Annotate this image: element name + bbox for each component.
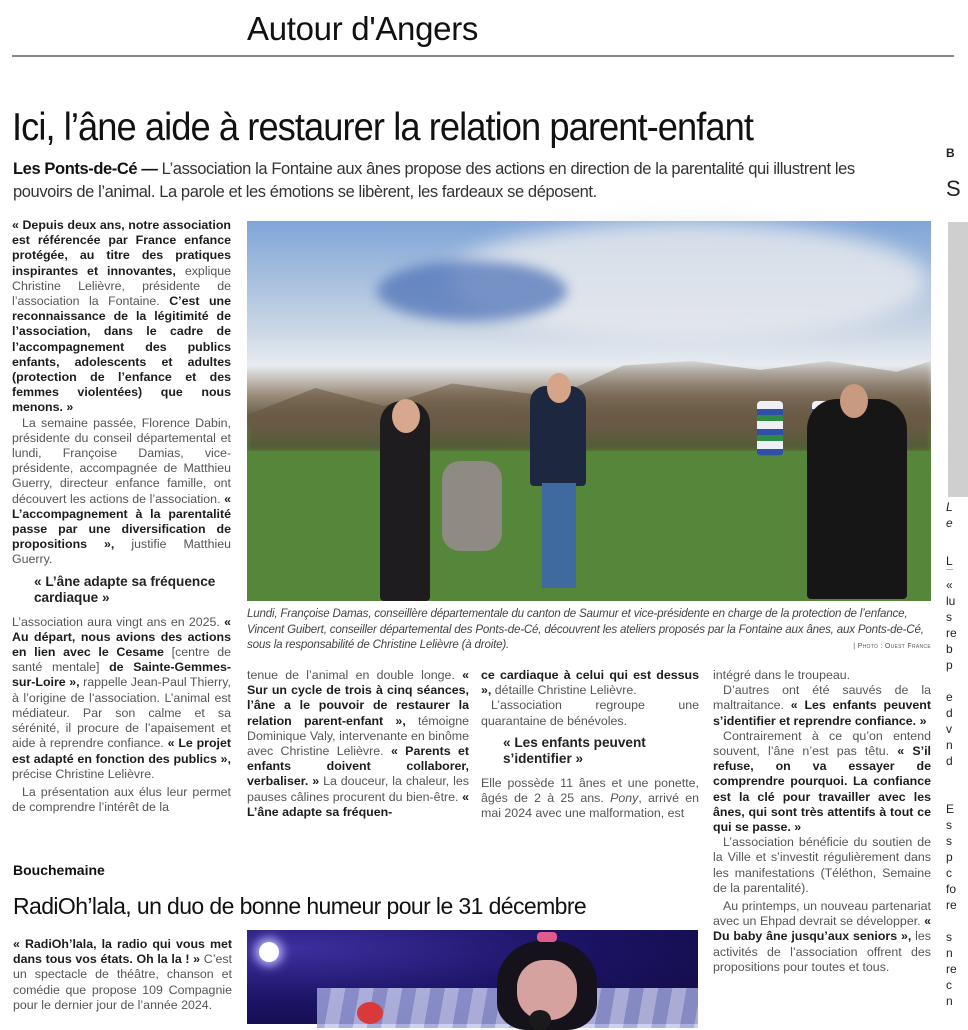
section-rule bbox=[12, 55, 954, 57]
text: La semaine passée, Florence Dabin, présidente du conseil départemental et lundi, Françoise Damias, vice-présidente, accompagnée de Matthieu Guerry, directeur enfance famille, ont découvert les actions de l’association. bbox=[12, 415, 231, 506]
photo-performer-face bbox=[517, 960, 577, 1020]
edge-fragment: E bbox=[946, 802, 955, 816]
quote: « L’âne adapte sa fréquen- bbox=[247, 789, 469, 819]
quote: ce cardiaque à celui qui est dessus », bbox=[481, 668, 699, 698]
article2-kicker: Bouchemaine bbox=[13, 862, 105, 878]
article2-column-1 bbox=[13, 937, 232, 1013]
text: L’association regroupe une quarantaine de bénévoles. bbox=[481, 698, 699, 728]
edge-fragment: p bbox=[946, 658, 953, 672]
photo-person-head bbox=[547, 373, 571, 403]
intertitle: « L’âne adapte sa fréquence cardiaque » bbox=[34, 573, 216, 605]
photo-person-head bbox=[840, 384, 868, 418]
article-location: Les Ponts-de-Cé — bbox=[13, 160, 158, 178]
text: Au printemps, un nouveau partenariat avec un Ehpad devrait se développer. bbox=[713, 899, 931, 929]
edge-photo bbox=[948, 222, 968, 497]
donkey-name: Pony bbox=[610, 791, 639, 806]
photo-flower bbox=[357, 1002, 383, 1024]
text: L’association aura vingt ans en 2025. bbox=[12, 614, 225, 629]
edge-fragment: re bbox=[946, 898, 957, 912]
article-chapo bbox=[13, 158, 913, 204]
photo-caption: Lundi, Françoise Damas, conseillère départementale du canton de Saumur et vice-présidente en charge de la protection de l’enfance, Vincent Guibert, conseiller départemental des Ponts-de-Cé, découvrent les ateliers proposés par la Fontaine aux ânes, aux Ponts-de-Cé, sous la responsabilité de Christine Lelièvre (à droite). bbox=[247, 607, 924, 651]
text: intégré dans le troupeau. bbox=[713, 668, 851, 682]
edge-fragment: n bbox=[946, 738, 953, 752]
edge-fragment: p bbox=[946, 850, 953, 864]
edge-kicker: B bbox=[946, 146, 955, 160]
edge-fragment: e bbox=[946, 690, 953, 704]
edge-fragment: L bbox=[946, 500, 953, 514]
photo-person-head bbox=[392, 399, 420, 433]
edge-fragment: s bbox=[946, 930, 952, 944]
edge-fragment: re bbox=[946, 962, 957, 976]
photo-cloud bbox=[377, 261, 567, 321]
quote: « S’il refuse, on va essayer de comprendre pourquoi. La confiance est la clé pour travailler avec les ânes, qui sont très attentifs à tout ce qui se passe. » bbox=[713, 744, 931, 835]
quote: « L’accompagnement à la parentalité passe par une diversification de propositions », bbox=[12, 491, 231, 552]
quote: « Au départ, nous avions des actions en lien avec le Cesame bbox=[12, 614, 231, 660]
text: L’association bénéficie du soutien de la Ville et s’investit régulièrement dans les manifestations (Téléthon, Semaine de la parentalité). bbox=[713, 835, 931, 895]
photo-donkey bbox=[442, 461, 502, 551]
edge-headline: S bbox=[946, 176, 961, 201]
text: les activités de l’association offrent des propositions pour toutes et tous. bbox=[713, 929, 931, 974]
edge-fragment: s bbox=[946, 610, 952, 624]
adjacent-article-edge bbox=[946, 0, 966, 1024]
edge-fragment: s bbox=[946, 834, 952, 848]
text: La présentation aux élus leur permet de comprendre l’intérêt de la bbox=[12, 784, 231, 815]
text: , arrivé en mai 2024 avec une malformation, est bbox=[481, 791, 699, 821]
edge-fragment: d bbox=[946, 754, 953, 768]
text: témoigne Dominique Valy, intervenante en binôme avec Christine Lelièvre. bbox=[247, 713, 469, 759]
article-photo bbox=[247, 221, 931, 601]
photo-bow bbox=[537, 932, 557, 942]
article2-headline: RadiOh’lala, un duo de bonne humeur pour le 31 décembre bbox=[13, 893, 587, 919]
edge-fragment: v bbox=[946, 722, 952, 736]
edge-fragment: b bbox=[946, 642, 953, 656]
quote: « Le projet est adapté en fonction des publics », bbox=[12, 736, 232, 766]
quote: « Les enfants peuvent s’identifier et reprendre confiance. » bbox=[713, 698, 932, 728]
quote: de Sainte-Gemmes-sur-Loire », bbox=[12, 660, 231, 690]
text: La douceur, la chaleur, les pauses câlines procurent du bien-être. bbox=[247, 774, 469, 804]
edge-fragment: re bbox=[946, 626, 957, 640]
edge-fragment: c bbox=[946, 978, 952, 992]
text: Elle possède 11 ânes et une ponette, âgés de 2 à 25 ans. bbox=[481, 775, 699, 806]
text: Contrairement à ce qu’on entend souvent, l’âne n’est pas têtu. bbox=[713, 728, 931, 759]
photo-tires bbox=[757, 401, 783, 456]
photo-spotlight bbox=[259, 942, 279, 962]
text: détaille Christine Lelièvre. bbox=[491, 683, 637, 698]
quote: « RadiOh’lala, la radio qui vous met dans tous vos états. Oh la la ! » bbox=[13, 937, 232, 967]
quote: « Du baby âne jusqu’aux seniors », bbox=[713, 914, 931, 944]
photo-credit: | Photo : Ouest France bbox=[853, 643, 931, 650]
section-title: Autour d'Angers bbox=[247, 10, 479, 47]
article-column-4 bbox=[713, 668, 931, 975]
chapo-text: L’association la Fontaine aux ânes propose des actions en direction de la parentalité qui illustrent les pouvoirs de l’animal. La parole et les émotions se libèrent, les fardeaux se déposent. bbox=[13, 160, 855, 201]
text: [centre de santé mentale] bbox=[12, 645, 231, 675]
text: C’est un spectacle de théâtre, chanson et comédie que propose 109 Compagnie pour le dernier jour de l’année 2024. bbox=[13, 952, 232, 1012]
text: rappelle Jean-Paul Thierry, à l’origine de l’association. L’animal est médiateur. Par son calme et sa sérénité, il procure de l’apaisement et aide à reprendre confiance. bbox=[12, 675, 231, 751]
article-column-2 bbox=[247, 668, 469, 820]
edge-fragment: e bbox=[946, 516, 953, 530]
text: justifie Matthieu Guerry. bbox=[12, 537, 231, 567]
photo-microphone bbox=[529, 1010, 551, 1030]
edge-fragment: n bbox=[946, 946, 953, 960]
edge-fragment: « bbox=[946, 578, 953, 592]
quote: « Sur un cycle de trois à cinq séances, l’âne a le pouvoir de restaurer la relation parent-enfant », bbox=[247, 668, 469, 728]
text: précise Christine Lelièvre. bbox=[12, 766, 155, 781]
article-column-1 bbox=[12, 218, 231, 815]
article2-photo bbox=[247, 930, 698, 1024]
edge-fragment: lu bbox=[946, 594, 956, 608]
article-headline: Ici, l’âne aide à restaurer la relation parent-enfant bbox=[12, 106, 754, 149]
quote: C’est une reconnaissance de la légitimité de l’association, dans le cadre de l’accompagnement des publics enfants, adolescents et adultes (protection de l’enfance et des femmes violentées) que nous menons. » bbox=[12, 294, 231, 415]
quote: « Depuis deux ans, notre association est référencée par France enfance protégée, au titre des pratiques inspirantes et innovantes, bbox=[12, 218, 231, 278]
text: tenue de l’animal en double longe. bbox=[247, 668, 463, 682]
photo-person bbox=[807, 399, 907, 599]
edge-fragment: c bbox=[946, 866, 952, 880]
article-column-3 bbox=[481, 668, 699, 821]
edge-fragment: d bbox=[946, 706, 953, 720]
text: explique Christine Lelièvre, présidente de l’association la Fontaine. bbox=[12, 263, 231, 309]
quote: « Parents et enfants doivent collaborer, verbaliser. » bbox=[247, 744, 469, 789]
edge-fragment: L bbox=[946, 554, 953, 568]
edge-fragment: s bbox=[946, 818, 952, 832]
photo-person-legs bbox=[542, 483, 576, 588]
edge-fragment: fo bbox=[946, 882, 957, 896]
edge-fragment: n bbox=[946, 994, 953, 1008]
text: D’autres ont été sauvés de la maltraitance. bbox=[713, 683, 931, 713]
intertitle: « Les enfants peuvent s’identifier » bbox=[503, 734, 646, 766]
